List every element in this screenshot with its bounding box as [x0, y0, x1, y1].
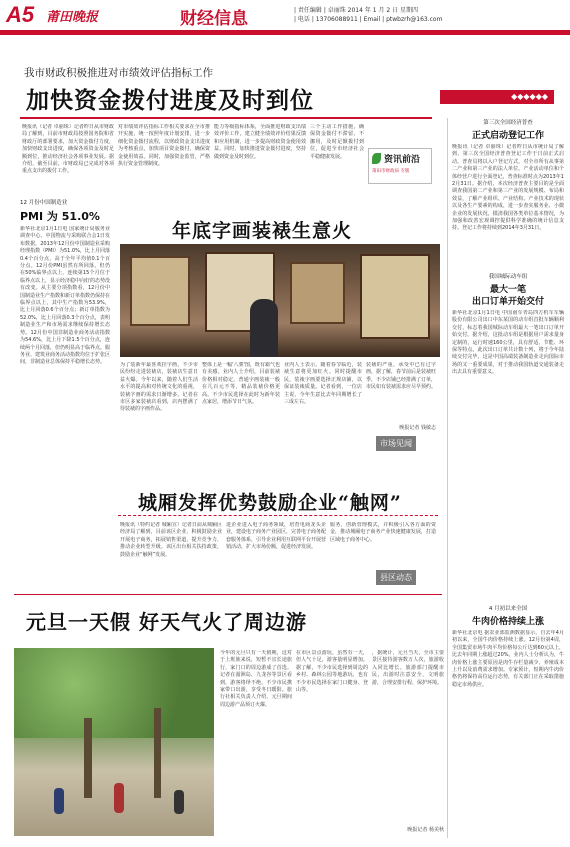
holiday-title: 元旦一天假 好天气火了周边游 [26, 610, 307, 634]
lead-underline [20, 117, 432, 119]
pmi-title: PMI 为 51.0% [20, 210, 100, 223]
hall-credit: 晚报记者 钱敏志 [399, 425, 436, 431]
enterprise-col3: 服务，创新管理模式，并积极引入各方面的资金，推动城厢电子商务产业快速健康发展，打造区域电子商务中心。 [330, 522, 436, 543]
lead-col1: 晚报讯（记者 卓丽珠）记者昨日从市财政局了解到，目前市财政局按照国务院和省财政厅的部署要求，加大资金拨付力度，加快财政支出进度，确保各项资金及时足额到位，推动经济社会各项事业发展。据介绍，截至目前，市财政局已完成对各项重点支出的拨付工作。 [22, 124, 114, 175]
sidebar-kicker-2: 我国城际动车组 [488, 274, 528, 280]
leaf-icon [372, 153, 381, 164]
hall-col1: 为了装新年最喜欢挂字画，不少市民纷纷走进装裱店，装裱店生意日益火爆。今年以来，随着人们生活水平的提高和对传统文化的重视，装裱字画的需求日渐增多。记者在市区多家装裱店看到，店内摆满了待装裱的字画作品。 [120, 362, 198, 413]
lead-col2: 对市绩效评估指标工作相关要求在全市推开实施，统一按照年度计划安排，进一步细化资金拨付流程，以财政资金支出进度为考核重点，加快项目资金拨付，确保资金使用效益。同时，加强资金监管，严格执行资金管理制度。 [118, 124, 210, 168]
sidebar-title-2b: 出口订单开始交付 [471, 297, 544, 307]
column-logo-mark: ◆◆◆◆◆◆ [511, 92, 548, 101]
finance-logo-text: 资讯前沿 [384, 155, 421, 165]
column-logo [440, 90, 554, 104]
holiday-col1: 今年的元旦只有一天假期，这对于上班族来说，短暂不宜长途旅行，家门口的周边游成了首选。记者在湄洲岛、九龙谷等景区看到，游客络绎不绝，不少市民携家带口出游，享受冬日暖阳。旅行社相关负责人介绍，元旦期间周边游产品预订火爆。 [220, 650, 292, 708]
enterprise-badge: 县区动态 [376, 570, 416, 585]
page-number: A5 [6, 2, 35, 27]
hall-photo [120, 244, 440, 357]
finance-logo-sub: 莆田市财政局 专版 [372, 169, 410, 174]
lead-col4: 三个主动工作措施，确保资金拨付不滞留、不挪用，及时足额拨付到位，促进全市经济社会平稳健康发展。 [310, 124, 364, 160]
section-title: 财经信息 [180, 9, 248, 29]
header-meta [294, 6, 442, 24]
hall-col3: 业内人士表示，随着春节临近，装裱生意将更加红火。同时提醒市民，装裱字画要选择正规店铺，以保证装裱质量。记者看到，一位店主说，今年生意比去年同期增长了三成左右。 [284, 362, 362, 406]
lead-col3: 能力等级指标体系，全面推进财政支出绩效评价工作，建立健全绩效评价结果反馈和应用机制，进一步提高财政资金使用效益。同时，加快推进资金拨付进度，坚持做到资金及时到位。 [214, 124, 306, 160]
hall-badge: 市场见闻 [376, 436, 416, 451]
hall-col4: 装裱的严重，承受中已有过字画，据了解，春节前后是装裱旺季，不少店铺已经排满了订单，市民如有装裱需求应尽早预约。 [366, 362, 436, 391]
finance-logo [368, 148, 432, 184]
sidebar-title-2a: 最大一笔 [489, 285, 526, 295]
sidebar-kicker-3: 4 月初以来全国 [488, 606, 528, 612]
holiday-divider [14, 594, 442, 595]
enterprise-col1: 晚报讯（特约记者 城厢宣）记者日前从城厢区经济局了解到，目前该区企业，积极鼓励企业开展电子商务，拓展销售渠道，提升竞争力，推动企业转型升级。该区出台相关扶持政策，鼓励企业“触网”发展。 [120, 522, 222, 558]
pmi-text: 新华社北京1月1日电 国家统计局服务业调查中心、中国物流与采购联合会1日发布数据，2013年12月份中国制造业采购经理指数（PMI）为51.0%，比上月回落0.4个百分点，高于全年平均值0.1个百分点。12月份PMI虽然有所回落，但仍在50%临界点以上，连续第15个月位于临界点以上，显示经济稳中向好的态势没有改变。从主要分项指数看，12月份中国制造业生产指数和新订单指数仍保持在临界点以上，其中生产指数为53.9%，比上月回落0.6个百分点；新订单指数为52.0%，比上月回落0.3个百分点，表明制造业生产和市场需求继续保持增长态势。12月份中国非制造业商务活动指数为54.6%，比上月下降1.5个百分点，连续两个月回落，但仍明显高于临界点。服务业、建筑业商务活动指数均位于扩张区间，非制造业总体保持平稳增长态势。 [20, 226, 110, 366]
sidebar-title-1: 正式启动登记工作 [471, 131, 544, 141]
hall-title: 年底字画装裱生意火 [172, 220, 353, 242]
holiday-photo [14, 648, 214, 836]
newspaper-name: 莆田晚报 [46, 10, 99, 25]
enterprise-title: 城厢发挥优势鼓励企业“触网” [138, 492, 402, 514]
lead-kicker: 我市财政积极推进对市绩效评估指标工作 [24, 67, 213, 79]
pmi-kicker: 12 月份中国制造业 [20, 200, 68, 206]
sidebar-text-1: 晚报讯（记者 卓丽珠）记者昨日从市统计局了解到，第三次全国经济普查登记工作于日前正式启动。普查员将以入户登记方式，对全市所有从事第二产业和第三产业的法人单位、产业活动单位和个体经营户进行全面登记，普查标准时点为2013年12月31日。据介绍，本次经济普查主要目的是全面调查我国第二产业和第三产业的发展规模、布局和效益，了解产业组织、产业结构、产业技术的现状以及各生产要素的构成，进一步查实服务业、小微企业的发展状况，摸清我国各类单位基本情况，为加强和改善宏观调控提供科学准确的统计信息支持。登记工作将持续到2014年3月31日。 [452, 144, 564, 232]
header-band [0, 30, 570, 35]
header-meta-line2: | 电话 | 13706088911 | Email | ptwbzrh@163.com [294, 16, 443, 23]
sidebar-kicker-1: 第三次全国经济普查 [483, 120, 533, 126]
sidebar-title-3: 牛肉价格持续上涨 [471, 617, 544, 627]
holiday-col3: ，据统计，元旦当天，全市主要景区接待游客数万人次，旅游收入同比增长。旅游部门提醒市民，出游时注意安全，文明旅游，合理安排行程，保护环境。 [372, 650, 444, 686]
sidebar-text-2: 新华社北京1月1日电 中国南车青岛四方机车车辆股份有限公司出口中东某国的动车组首批车辆顺利交付，标志着我国城际动车组最大一笔出口订单开始交付。据介绍，这批动车组是根据用户需求量身定制的，运行时速160公里，具有舒适、节能、环保等特点。此次出口订单共计数十列，将于今年陆续交付完毕。这是中国高端装备制造业走向国际市场的又一重要成果，对于推动我国轨道交通装备走出去具有重要意义。 [452, 310, 564, 376]
column-divider [447, 118, 448, 838]
enterprise-divider [118, 515, 438, 516]
hall-col2: 整体上是一幅'八骏'图，既有霸气也有美感。业内人士介绍，目前装裱价格相对稳定，普通字画装裱一般在几百元不等，精品装裱价格更高。不少市民选择在此时为新年装点家居，增添节日气氛。 [202, 362, 280, 406]
header-meta-line1: | 责任编辑 | 卓丽珠 2014 年 1 月 2 日 星期四 [294, 7, 419, 14]
holiday-credit: 晚报记者 杨美秋 [407, 827, 444, 833]
holiday-col2: 在市区景点游玩，虽然有一天，但人气十足，游客量明显增加。据了解，不少市民选择到周边的乡村、森林公园等地游玩，也有不少市民选择在家门口健身、登山等。 [296, 650, 368, 694]
sidebar-text-3: 新华社北京电 据农业部监测数据显示，自去年4月初以来，全国牛肉价格持续上涨。12月份第4周，全国集贸市场牛肉平均价格每公斤达到60元以上，比去年同期上涨超过20%。业内人士分析认为，牛肉价格上涨主要原因是肉牛存栏量减少、养殖成本上升以及消费需求增加。专家预计，短期内牛肉价格仍将保持高位运行态势，有关部门正在采取措施稳定市场供应。 [452, 630, 564, 688]
enterprise-col2: 进企业进入电子商务领域，培育电商龙头企业，建设电子商务产业园区，完善电子商务配套服务体系，引导企业利用互联网平台开展营销活动，扩大市场份额，促进经济发展。 [226, 522, 326, 551]
lead-headline: 加快资金拨付进度及时到位 [26, 87, 314, 114]
